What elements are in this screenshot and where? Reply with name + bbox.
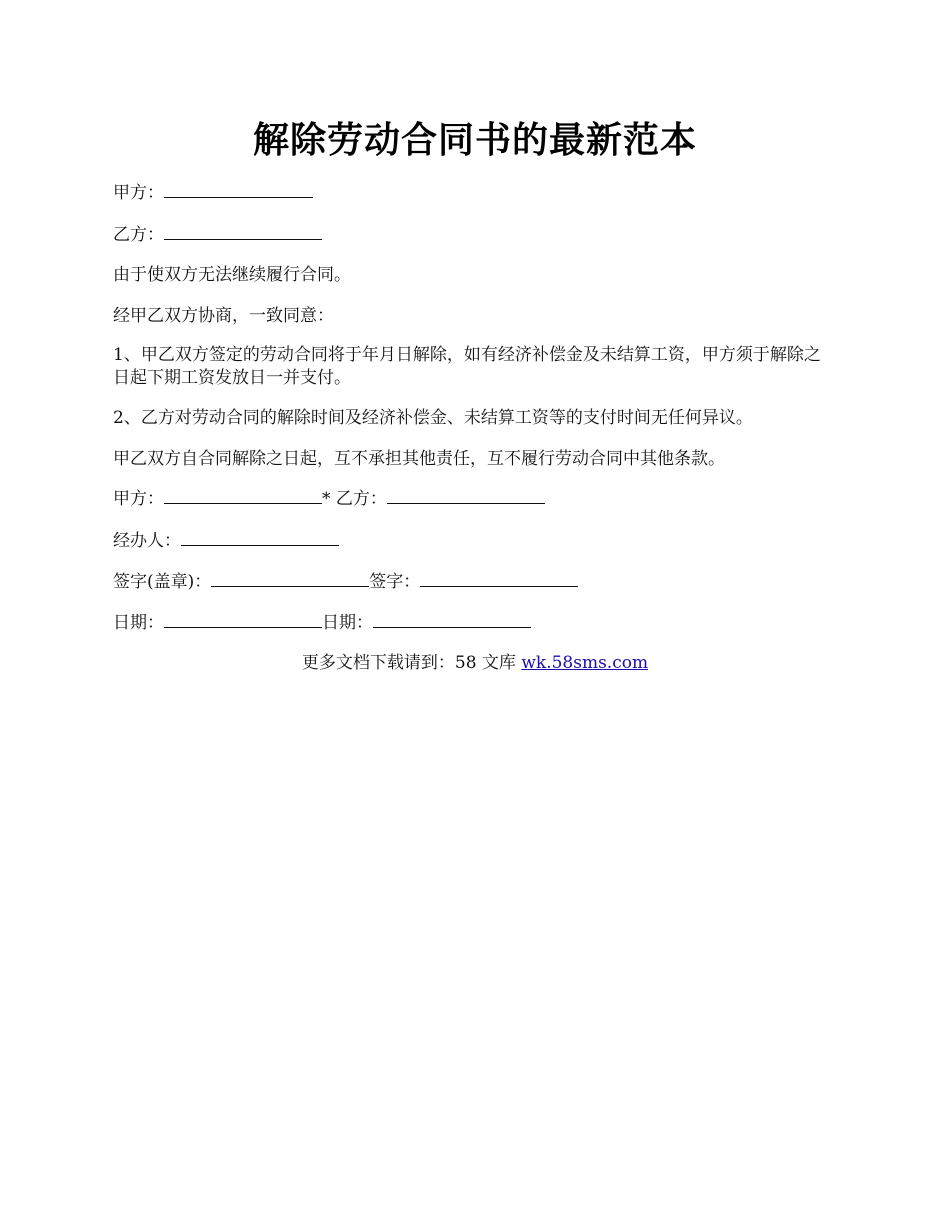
seal-label: 签字(盖章)： xyxy=(113,572,212,592)
sign-party-b-label: 乙方： xyxy=(335,489,387,509)
sign-party-a-label: 甲方： xyxy=(113,489,164,509)
handler-label: 经办人： xyxy=(113,531,181,551)
document-title: 解除劳动合同书的最新范本 xyxy=(252,119,697,161)
date-line xyxy=(113,612,843,635)
party-a-label: 甲方： xyxy=(113,183,164,203)
party-b-label: 乙方： xyxy=(113,225,164,245)
party-a-line xyxy=(113,182,843,205)
date-b-blank xyxy=(373,612,531,628)
reason-paragraph: 由于使双方无法继续履行合同。 xyxy=(113,265,351,285)
sign-separator: * xyxy=(322,489,336,509)
sign-party-a-blank xyxy=(164,488,322,504)
clause-1-paragraph: 1、甲乙双方签定的劳动合同将于年月日解除，如有经济补偿金及未结算工资，甲方须于解除之日起下期工资发放日一并支付。 xyxy=(113,345,821,388)
party-b-blank xyxy=(164,224,322,240)
footer-download-note xyxy=(0,652,950,675)
handler-blank xyxy=(181,530,339,546)
clause-2-paragraph: 2、乙方对劳动合同的解除时间及经济补偿金、未结算工资等的支付时间无任何异议。 xyxy=(113,408,753,428)
signature-blank xyxy=(420,571,578,587)
footer-website-link[interactable]: wk.58sms.com xyxy=(521,653,649,673)
consensus-paragraph: 经甲乙双方协商，一致同意： xyxy=(113,306,334,326)
footer-text: 更多文档下载请到：58 文库 xyxy=(301,653,522,673)
date-a-blank xyxy=(164,612,322,628)
signature-label: 签字： xyxy=(369,572,421,592)
seal-blank xyxy=(211,571,369,587)
date-label-a: 日期： xyxy=(113,613,164,633)
clause-3-paragraph: 甲乙双方自合同解除之日起，互不承担其他责任，互不履行劳动合同中其他条款。 xyxy=(113,449,725,469)
seal-signature-line xyxy=(113,571,843,594)
party-a-blank xyxy=(164,182,313,198)
date-label-b: 日期： xyxy=(322,613,373,633)
party-b-line xyxy=(113,224,843,247)
handler-line xyxy=(113,530,843,553)
sign-party-b-blank xyxy=(387,488,545,504)
signature-parties-line xyxy=(113,488,843,511)
